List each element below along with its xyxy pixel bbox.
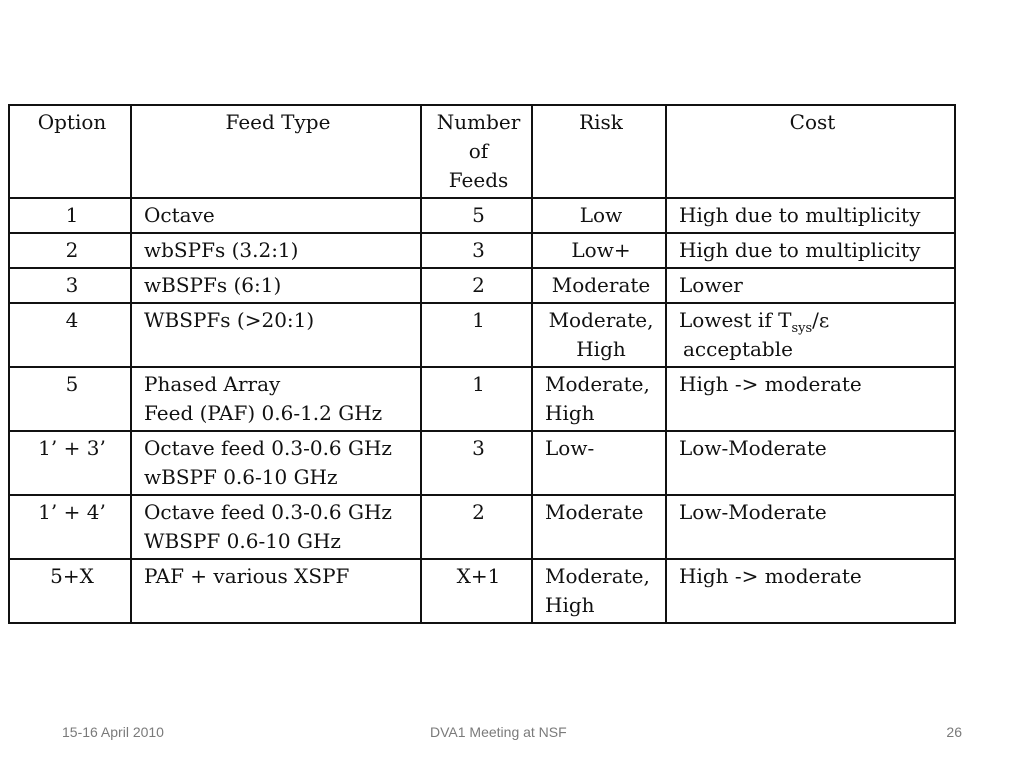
cell-feeds: 2 xyxy=(421,495,532,559)
footer-title: DVA1 Meeting at NSF xyxy=(430,724,567,740)
table-row xyxy=(9,559,955,623)
cell-cost: High due to multiplicity xyxy=(666,198,955,233)
cost-text-line2: acceptable xyxy=(683,337,793,361)
cell-feeds: 1 xyxy=(421,367,532,431)
cell-option: 3 xyxy=(9,268,131,303)
table-header-row xyxy=(9,105,955,198)
table-row xyxy=(9,268,955,303)
cell-risk: Low xyxy=(532,198,666,233)
cell-feeds: 2 xyxy=(421,268,532,303)
cell-risk: Moderate xyxy=(532,268,666,303)
cell-feed-type: Octave xyxy=(131,198,421,233)
footer-page-number: 26 xyxy=(946,724,962,740)
cell-cost: High -> moderate xyxy=(666,367,955,431)
cell-option: 5 xyxy=(9,367,131,431)
cell-risk: Moderate, High xyxy=(532,303,666,367)
cell-option: 4 xyxy=(9,303,131,367)
cell-option: 1’ + 4’ xyxy=(9,495,131,559)
cell-option: 2 xyxy=(9,233,131,268)
cost-text-suffix: /ε xyxy=(812,308,830,332)
header-option: Option xyxy=(9,105,131,198)
table-row xyxy=(9,233,955,268)
cell-cost: Low-Moderate xyxy=(666,495,955,559)
cell-feeds: X+1 xyxy=(421,559,532,623)
cell-risk: Moderate xyxy=(532,495,666,559)
cell-risk: Low- xyxy=(532,431,666,495)
cost-subscript: sys xyxy=(791,321,813,336)
cell-feed-type: wbSPFs (3.2:1) xyxy=(131,233,421,268)
header-cost: Cost xyxy=(666,105,955,198)
cell-risk: Moderate, High xyxy=(532,367,666,431)
table-row xyxy=(9,495,955,559)
header-number-of-feeds: Number of Feeds xyxy=(421,105,532,198)
cell-risk: Low+ xyxy=(532,233,666,268)
cell-cost: Lower xyxy=(666,268,955,303)
cell-option: 5+X xyxy=(9,559,131,623)
cell-option: 1 xyxy=(9,198,131,233)
cell-cost: Low-Moderate xyxy=(666,431,955,495)
cell-feeds: 5 xyxy=(421,198,532,233)
table-row xyxy=(9,367,955,431)
cell-cost: High -> moderate xyxy=(666,559,955,623)
cell-feed-type: Octave feed 0.3-0.6 GHz WBSPF 0.6-10 GHz xyxy=(131,495,421,559)
cell-feeds: 3 xyxy=(421,233,532,268)
cell-feed-type: wBSPFs (6:1) xyxy=(131,268,421,303)
table-row xyxy=(9,198,955,233)
cell-feeds: 1 xyxy=(421,303,532,367)
table-row xyxy=(9,431,955,495)
cell-risk: Moderate, High xyxy=(532,559,666,623)
cell-option: 1’ + 3’ xyxy=(9,431,131,495)
cell-cost: High due to multiplicity xyxy=(666,233,955,268)
cell-feed-type: Phased Array Feed (PAF) 0.6-1.2 GHz xyxy=(131,367,421,431)
feed-options-table xyxy=(8,104,956,624)
header-risk: Risk xyxy=(532,105,666,198)
footer-date: 15-16 April 2010 xyxy=(62,724,164,740)
cell-feed-type: WBSPFs (>20:1) xyxy=(131,303,421,367)
table-row xyxy=(9,303,955,367)
cost-text-prefix: Lowest if T xyxy=(679,308,792,332)
cell-feed-type: PAF + various XSPF xyxy=(131,559,421,623)
cell-feeds: 3 xyxy=(421,431,532,495)
cell-feed-type: Octave feed 0.3-0.6 GHz wBSPF 0.6-10 GHz xyxy=(131,431,421,495)
header-feed-type: Feed Type xyxy=(131,105,421,198)
cell-cost xyxy=(666,303,955,367)
